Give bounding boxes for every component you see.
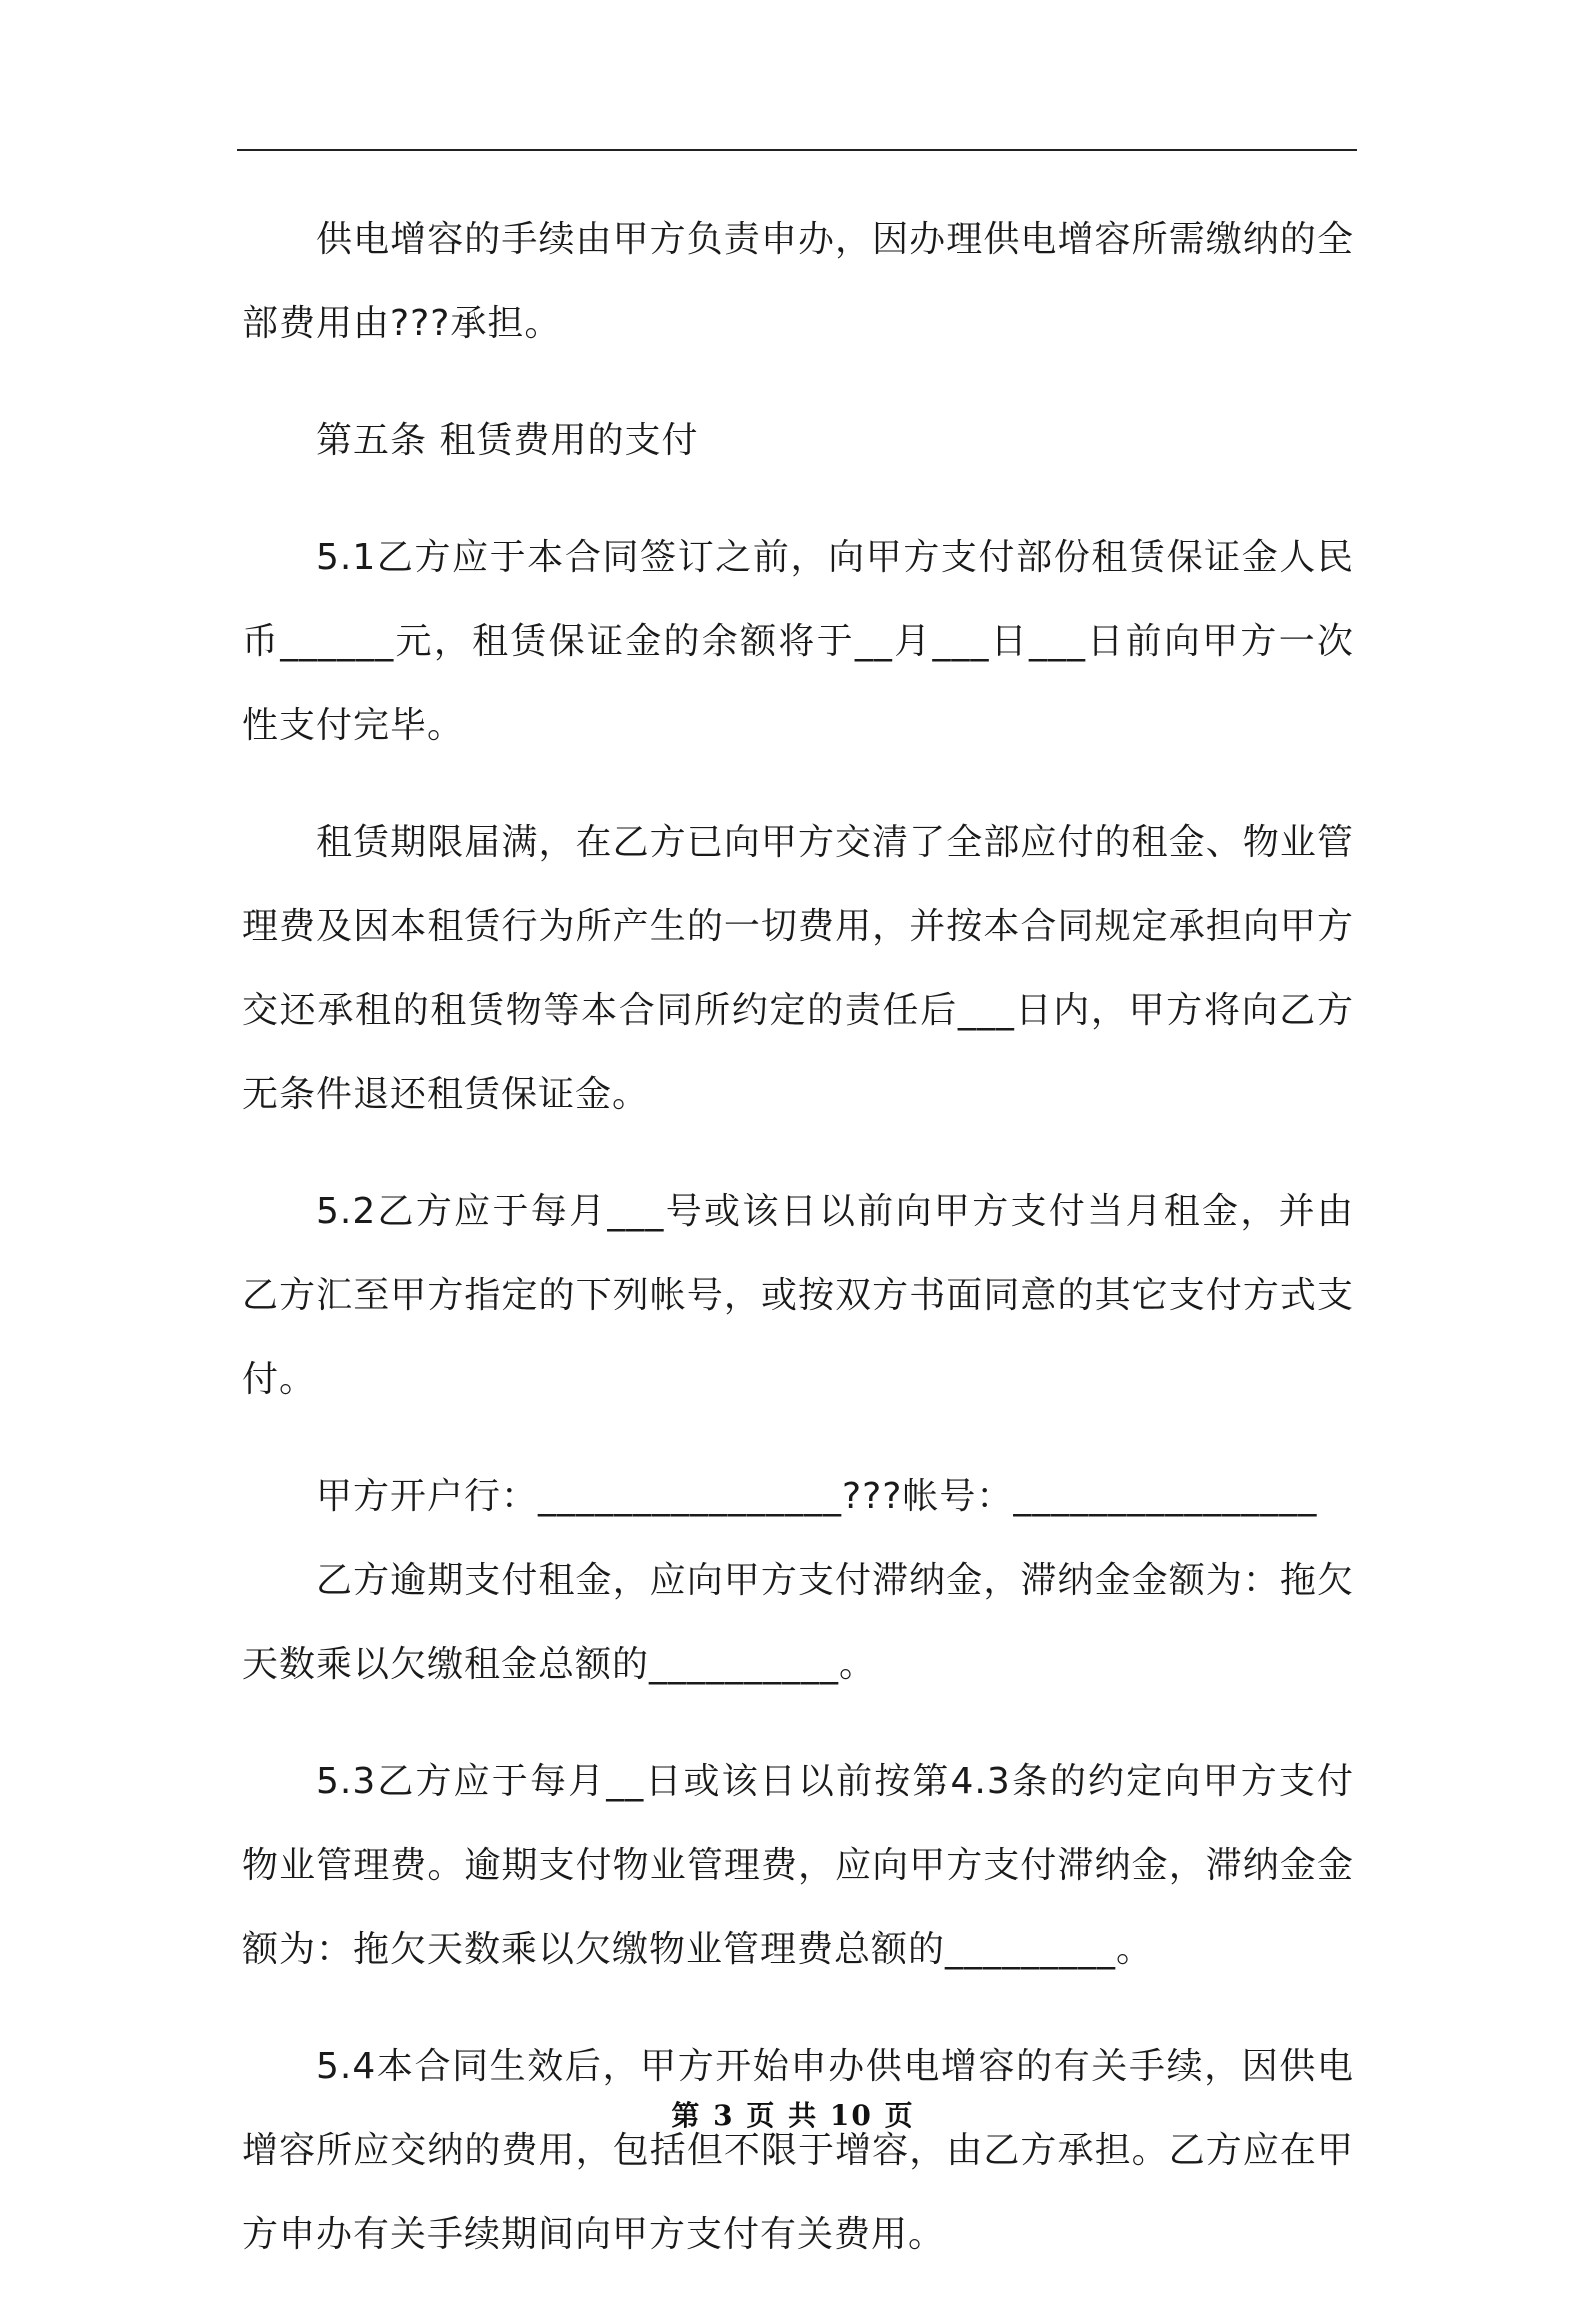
- paragraph-5-2: 5.2乙方应于每月___号或该日以前向甲方支付当月租金，并由乙方汇至甲方指定的下列帐号，或按双方书面同意的其它支付方式支付。: [242, 1191, 1354, 1400]
- paragraph-bank-account: 甲方开户行：________________???帐号：________________: [316, 1476, 1318, 1517]
- paragraph-deposit-refund: 租赁期限届满，在乙方已向甲方交清了全部应付的租金、物业管理费及因本租赁行为所产生的一切费用，并按本合同规定承担向甲方交还承租的租赁物等本合同所约定的责任后___日内，甲方将向乙方无条件退还租赁保证金。: [242, 822, 1354, 1115]
- paragraph-5-3: 5.3乙方应于每月__日或该日以前按第4.3条的约定向甲方支付物业管理费。逾期支付物业管理费，应向甲方支付滞纳金，滞纳金金额为：拖欠天数乘以欠缴物业管理费总额的_________。: [242, 1761, 1354, 1970]
- article-5-heading: 第五条 租赁费用的支付: [316, 420, 699, 461]
- paragraph-late-rent: 乙方逾期支付租金，应向甲方支付滞纳金，滞纳金金额为：拖欠天数乘以欠缴租金总额的__________。: [242, 1560, 1354, 1685]
- paragraph-power-capacity: 供电增容的手续由甲方负责申办，因办理供电增容所需缴纳的全部费用由???承担。: [242, 219, 1354, 344]
- page-number: 第 3 页 共 10 页: [671, 2099, 915, 2132]
- paragraph-5-1: 5.1乙方应于本合同签订之前，向甲方支付部份租赁保证金人民币______元，租赁保证金的余额将于__月___日___日前向甲方一次性支付完毕。: [242, 537, 1354, 746]
- header-rule: [237, 149, 1357, 151]
- paragraph-5-4: 5.4本合同生效后，甲方开始申办供电增容的有关手续，因供电增容所应交纳的费用，包括但不限于增容，由乙方承担。乙方应在甲方申办有关手续期间向甲方支付有关费用。: [242, 2046, 1354, 2255]
- document-body: [242, 198, 1354, 2310]
